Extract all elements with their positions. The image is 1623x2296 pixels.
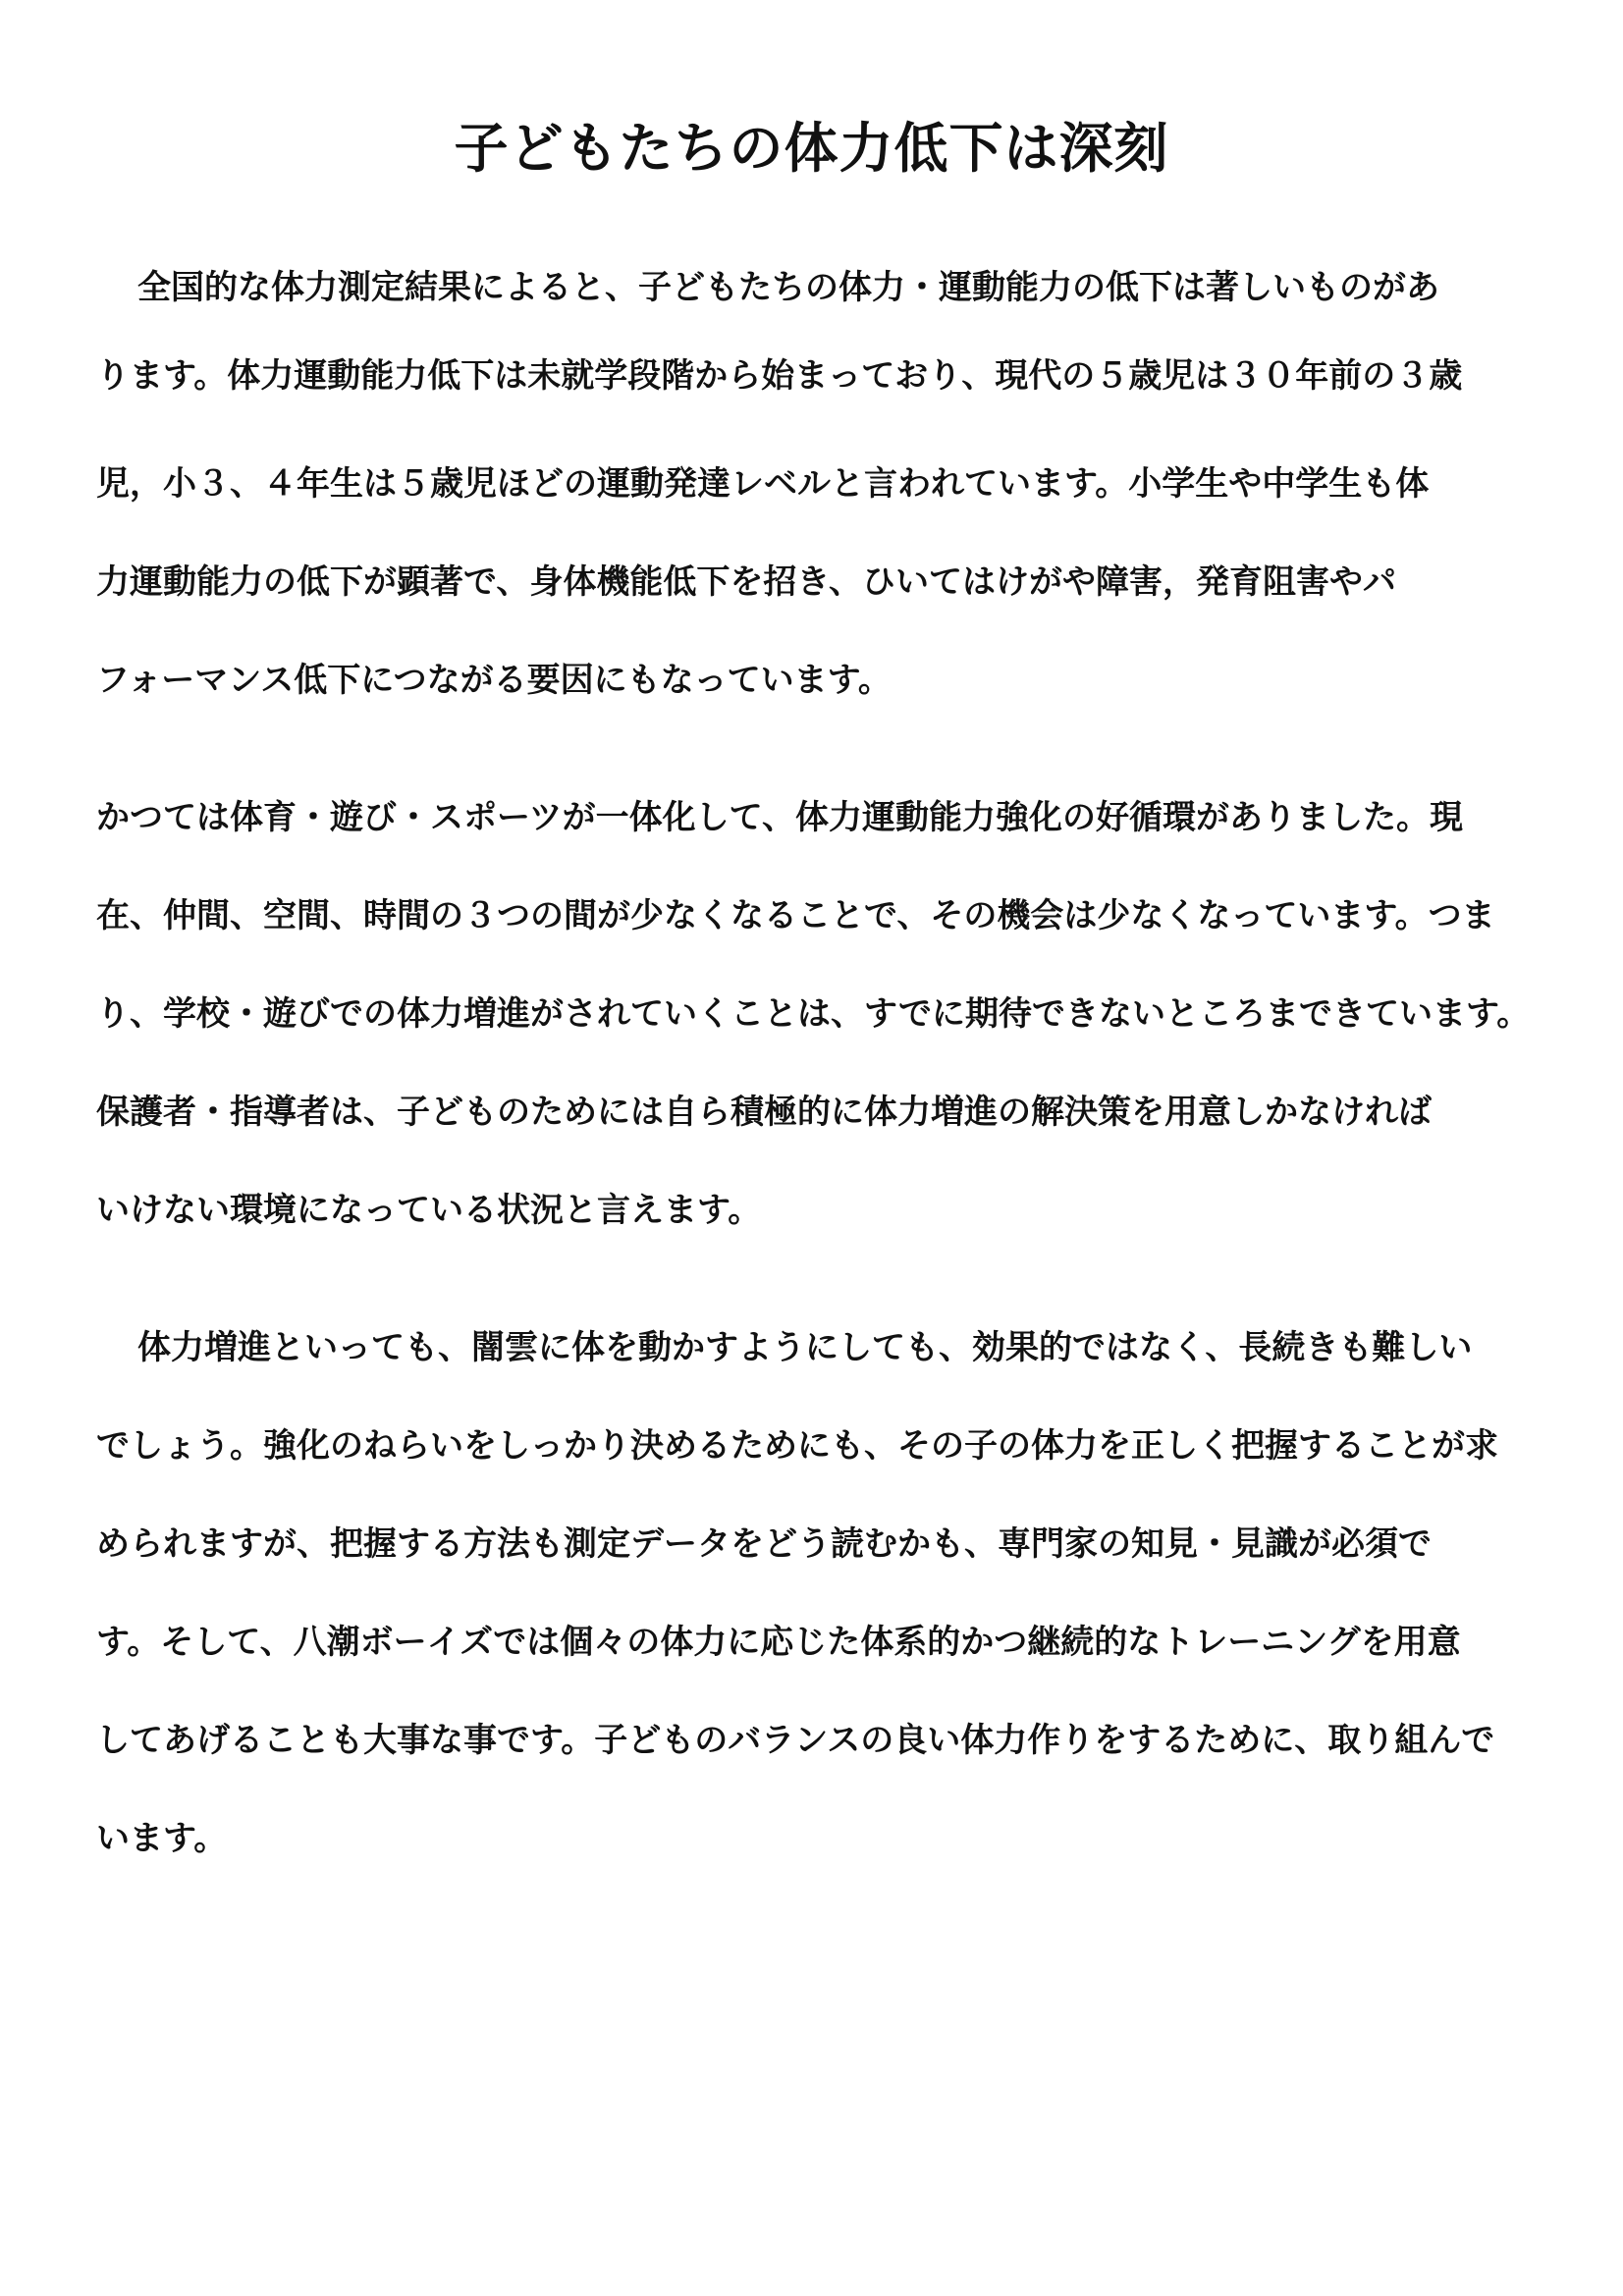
- paragraph-3-line-3: められますが、把握する方法も測定データをどう読むかも、専門家の知見・見識が必須で: [96, 1524, 1432, 1564]
- paragraph-3-line-4: す。そして、八潮ボーイズでは個々の体力に応じた体系的かつ継続的なトレーニングを用意: [96, 1623, 1461, 1662]
- paragraph-3-line-6: います。: [96, 1819, 228, 1858]
- paragraph-3-line-5: してあげることも大事な事です。子どものバランスの良い体力作りをするために、取り組んで: [96, 1721, 1495, 1760]
- paragraph-2-line-5: いけない環境になっている状況と言えます。: [96, 1191, 762, 1230]
- paragraph-3-line-1: 体力増進といっても、闇雲に体を動かすようにしても、効果的ではなく、長続きも難しい: [137, 1328, 1473, 1367]
- paragraph-2-line-2: 在、仲間、空間、時間の３つの間が少なくなることで、その機会は少なくなっています。つま: [96, 896, 1495, 935]
- document-title: 子どもたちの体力低下は深刻: [454, 117, 1169, 180]
- paragraph-1-line-3: 児，小３、４年生は５歳児ほどの運動発達レベルと言われています。小学生や中学生も体: [96, 464, 1430, 504]
- paragraph-2-line-1: かつては体育・遊び・スポーツが一体化して、体力運動能力強化の好循環がありました。現: [96, 798, 1463, 837]
- paragraph-3-line-2: でしょう。強化のねらいをしっかり決めるためにも、その子の体力を正しく把握することが求: [96, 1426, 1498, 1466]
- paragraph-1-line-4: 力運動能力の低下が顕著で、身体機能低下を招き、ひいてはけがや障害，発育阻害やパ: [96, 562, 1396, 602]
- paragraph-1-line-5: フォーマンス低下につながる要因にもなっています。: [96, 661, 892, 700]
- paragraph-2-line-4: 保護者・指導者は、子どものためには自ら積極的に体力増進の解決策を用意しかなければ: [96, 1093, 1432, 1132]
- paragraph-2-line-3: り、学校・遊びでの体力増進がされていくことは、すでに期待できないところまできています。: [96, 994, 1531, 1034]
- paragraph-1-line-1: 全国的な体力測定結果によると、子どもたちの体力・運動能力の低下は著しいものがあ: [137, 268, 1439, 307]
- paragraph-1-line-2: ります。体力運動能力低下は未就学段階から始まっており、現代の５歳児は３０年前の３歳: [96, 356, 1463, 396]
